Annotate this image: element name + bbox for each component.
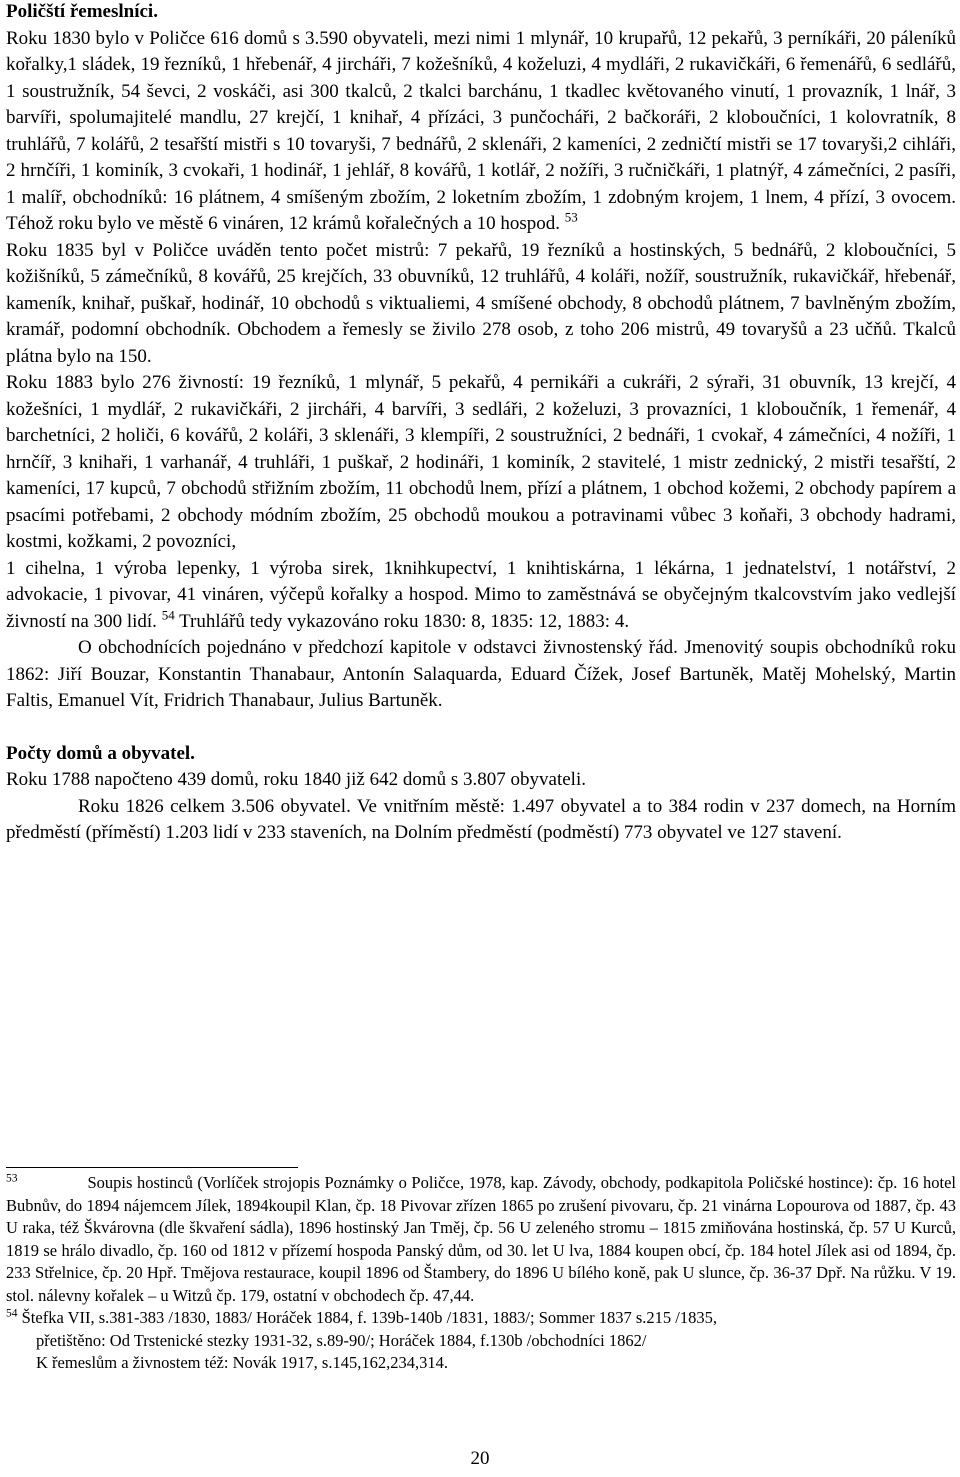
paragraph-1826: Roku 1826 celkem 3.506 obyvatel. Ve vnitřním městě: 1.497 obyvatel a to 384 rodin v 237 domech, na Horním předměstí (příměstí) 1.203 lidí v 233 staveních, na Dolním předměstí (podměstí) 773 obyvatel ve 127 stavení. [6, 795, 956, 843]
footnotes [6, 1167, 956, 1375]
paragraph-truhlari-summary: Truhlářů tedy vykazováno roku 1830: 8, 1835: 12, 1883: 4. [179, 610, 630, 632]
page-number: 20 [470, 1448, 490, 1469]
paragraph-1883-continued [6, 556, 956, 636]
footnote-54 [6, 1307, 956, 1330]
paragraph-merchants-1862: O obchodnících pojednáno v předchozí kapitole v odstavci živnostenský řád. Jmenovitý soupis obchodníků roku 1862: Jiří Bouzar, Konstantin Thanabaur, Antonín Salaquarda, Eduard Čížek, Josef Bartuněk, Matěj Mohelský, Martin Faltis, Emanuel Vít, Fridrich Thanabaur, Julius Bartuněk. [6, 637, 956, 711]
footnote-53-number: 53 [6, 1172, 18, 1185]
section-heading-craftsmen: Poličští řemeslníci. [6, 1, 158, 22]
footnote-divider [6, 1167, 298, 1168]
paragraph-1883: Roku 1883 bylo 276 živností: 19 řezníků, 1 mlynář, 5 pekařů, 4 pernikáři a cukráři, 2 sýraři, 31 obuvník, 13 krejčí, 4 kožešníci, 1 mydlář, 2 rukavičkáři, 2 jircháři, 4 barvíři, 3 sedláři, 2 koželuzi, 3 provazníci, 1 kloboučník, 1 řemenář, 4 barchetníci, 2 holiči, 6 kovářů, 2 koláři, 3 sklenáři, 3 klempíři, 2 soustružníci, 2 bednáři, 1 cvokař, 4 zámečníci, 4 nožíři, 1 hrnčíř, 3 knihaři, 1 varhanář, 4 truhláři, 1 puškař, 2 hodináři, 1 kominík, 2 stavitelé, 1 mistr zednický, 2 mistři tesařští, 2 kameníci, 17 kupců, 7 obchodů střižním zbožím, 11 obchodů lnem, přízí a plátnem, 1 obchod kožemi, 2 obchody papírem a psacími potřebami, 2 obchody módním zbožím, 25 obchodů moukou a potravinami vůbec 3 koňaři, 3 obchody hadrami, kostmi, kožkami, 2 povozníci, [6, 372, 956, 552]
main-text [6, 0, 956, 847]
paragraph-1830-text: Roku 1830 bylo v Poličce 616 domů s 3.590 obyvateli, mezi nimi 1 mlynář, 10 krupařů, 12 pekařů, 3 perníkáři, 20 páleníků kořalky,1 sládek, 19 řezníků, 1 hřebenář, 4 jircháři, 7 kožešníků, 4 koželuzi, 4 mydláři, 2 rukavičkáři, 6 řemenářů, 6 sedlářů, 1 soustružník, 54 ševci, 2 voskáči, asi 300 tkalců, 2 tkalci barchánu, 1 tkadlec květovaného vinutí, 1 provazník, 1 lnář, 3 barvíři, spolumajitelé mandlu, 27 krejčí, 1 knihař, 4 přízáci, 3 punčocháři, 2 bačkoráři, 2 kloboučníci, 1 kolovratník, 8 truhlářů, 7 kolářů, 2 tesařští mistři s 10 tovaryši, 7 bednářů, 2 sklenáři, 2 kameníci, 2 zedničtí mistři se 17 tovaryši,2 cihláři, 2 hrnčíři, 1 kominík, 3 cvokaři, 1 hodinář, 1 jehlář, 8 kovářů, 1 kotlář, 2 nožíři, 3 ručničkáři, 1 platnýř, 4 zámečníci, 2 pasíři, 1 malíř, obchodníků: 16 plátnem, 4 smíšeným zbožím, 2 loketním zbožím, 1 zdobným krojem, 1 lnem, 4 přízí, 3 ovocem. Téhož roku bylo ve městě 6 vináren, 12 krámů kořalečných a 10 hospod. [6, 27, 956, 234]
section-heading-houses: Počty domů a obyvatel. [6, 742, 195, 764]
paragraph-1788: Roku 1788 napočteno 439 domů, roku 1840 již 642 domů s 3.807 obyvateli. [6, 769, 586, 790]
paragraph-1830 [6, 26, 956, 238]
footnote-ref-53: 53 [564, 209, 578, 225]
footnote-54-line-2: přetištěno: Od Trstenické stezky 1931-32, s.89-90/; Horáček 1884, f.130b /obchodníci 1862/ [36, 1330, 647, 1350]
footnote-ref-54: 54 [161, 607, 175, 623]
footnote-53 [6, 1172, 956, 1307]
paragraph-1835: Roku 1835 byl v Poličce uváděn tento počet mistrů: 7 pekařů, 19 řezníků a hostinských, 5 bednářů, 2 kloboučníci, 5 kožišníků, 5 zámečníků, 8 kovářů, 25 krejčích, 33 obuvníků, 12 truhlářů, 4 koláři, nožíř, soustružník, rukavičkář, hřebenář, kameník, knihař, puškař, hodinář, 10 obchodů s viktualiemi, 4 smíšené obchody, 8 obchodů plátnem, 7 bavlněným zbožím, kramář, podomní obchodník. Obchodem a řemesly se živilo 278 osob, z toho 206 mistrů, 49 tovaryšů a 23 učňů. Tkalců plátna bylo na 150. [6, 239, 956, 367]
footnote-54-line-3: K řemeslům a živnostem též: Novák 1917, s.145,162,234,314. [36, 1353, 448, 1372]
paragraph-1883-continued-text: 1 cihelna, 1 výroba lepenky, 1 výroba sirek, 1knihkupectví, 1 knihtiskárna, 1 lékárna, 1 jednatelství, 1 notářství, 2 advokacie, 1 pivovar, 41 vináren, výčepů kořalky a hospod. Mimo to zaměstnává se obyčejným tkalcovstvím jako vedlejší živností na 300 lidí. [6, 557, 956, 632]
footnote-54-number: 54 [6, 1307, 18, 1320]
footnote-54-line-1: Štefka VII, s.381-383 /1830, 1883/ Horáček 1884, f. 139b-140b /1831, 1883/; Sommer 1837 s.215 /1835, [21, 1308, 718, 1327]
footnote-53-text: Soupis hostinců (Vorlíček strojopis Poznámky o Poličce, 1978, kap. Závody, obchody, podkapitola Poličské hostince): čp. 16 hotel Bubnův, do 1894 nájemcem Jílek, 1894koupil Klan, čp. 18 Pivovar zřízen 1865 po zrušení pivovaru, čp. 21 vinárna Lopourova od 1887, čp. 43 U raka, též Škvárovna (dle škvaření sádla), 1896 hostinský Jan Tměj, čp. 56 U zeleného stromu – 1815 zmiňována hostinská, čp. 57 U Kurců, 1819 se hrálo divadlo, čp. 160 od 1812 v přízemí hospoda Panský dům, od 30. let U lva, 1884 koupen obcí, čp. 184 hotel Jílek asi od 1894, čp. 233 Střelnice, čp. 20 Hpř. Tmějova restaurace, koupil 1896 od Štambery, do 1896 U bílého koně, pak U slunce, čp. 36-37 Dpř. Na růžku. V 19. stol. nálevny kořalek – u Witzů čp. 179, ostatní v obchodech čp. 47,44. [6, 1173, 956, 1305]
